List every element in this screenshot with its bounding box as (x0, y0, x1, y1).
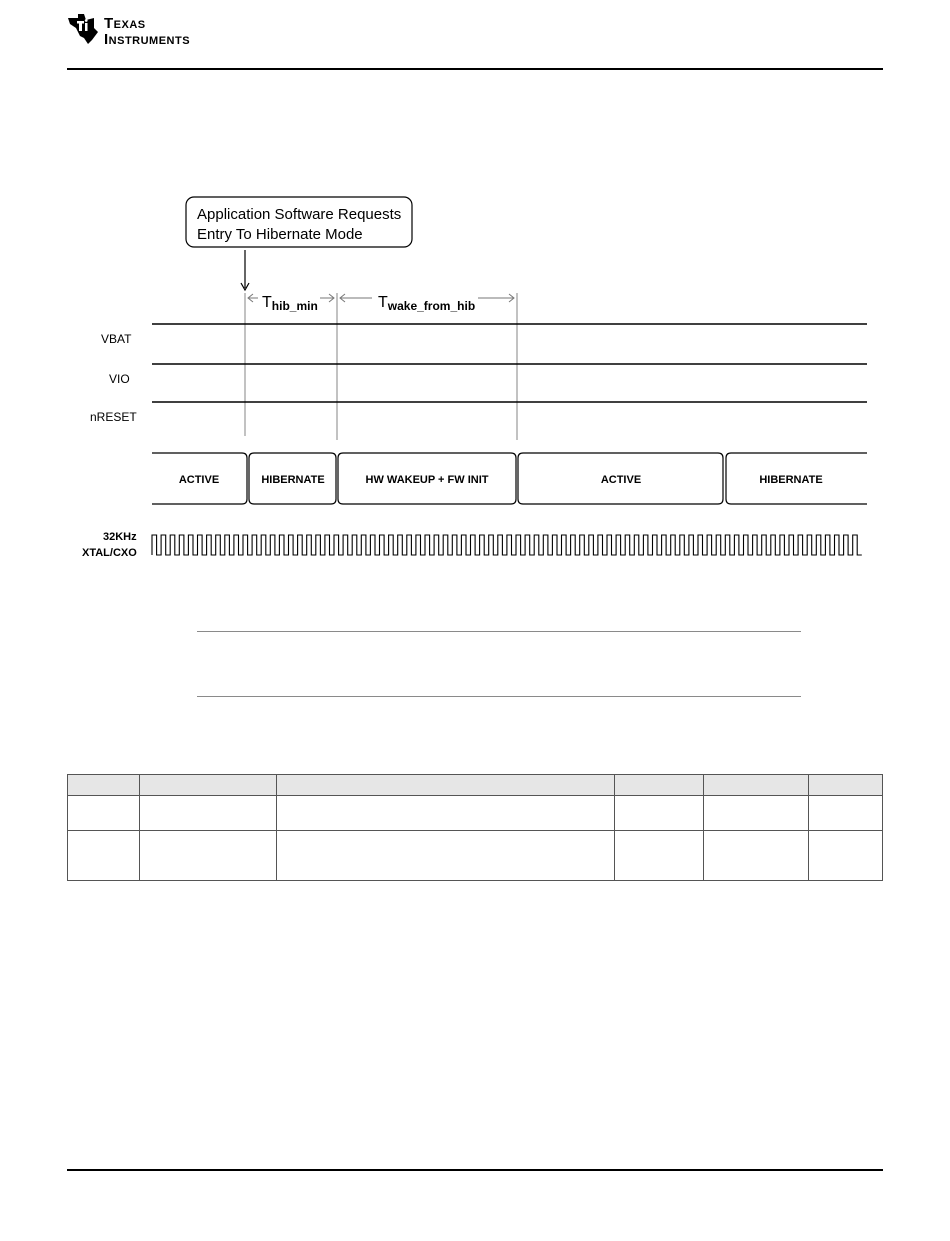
state-active-1: ACTIVE (178, 474, 220, 486)
table-cell (68, 796, 140, 831)
ti-logo (64, 6, 224, 48)
table-cell (809, 831, 883, 881)
t-hib-min-label: Thib_min (262, 294, 318, 313)
table-cell (809, 796, 883, 831)
table-cell (615, 796, 704, 831)
table-cell (140, 796, 277, 831)
table-header-row (68, 775, 883, 796)
timing-requirements-table (67, 774, 883, 881)
table-header-cell (277, 775, 615, 796)
ti-chip-logo-icon (68, 14, 98, 44)
table-cell (68, 831, 140, 881)
table-row (68, 796, 883, 831)
state-hibernate-1: HIBERNATE (261, 474, 325, 486)
header-rule (67, 68, 883, 70)
state-active-2: ACTIVE (600, 474, 642, 486)
table-cell (704, 831, 809, 881)
state-hibernate-2: HIBERNATE (759, 474, 823, 486)
table-cell (140, 831, 277, 881)
logo-line2: Instruments (104, 31, 191, 48)
table-header-cell (615, 775, 704, 796)
table-cell (704, 796, 809, 831)
table-row (68, 831, 883, 881)
footer-rule (67, 1169, 883, 1171)
caption-rule-bottom (197, 696, 801, 697)
clock-label-line2: XTAL/CXO (82, 547, 137, 559)
signal-lines (152, 324, 867, 402)
clock-label-line1: 32KHz (103, 531, 137, 543)
table-header-cell (140, 775, 277, 796)
callout-line1: Application Software Requests (197, 206, 402, 223)
table-cell (277, 831, 615, 881)
table-cell (615, 831, 704, 881)
signal-nreset: nRESET (90, 410, 137, 424)
signal-vbat: VBAT (101, 332, 132, 346)
caption-rule-top (197, 631, 801, 632)
state-wakeup-init: HW WAKEUP + FW INIT (365, 474, 489, 486)
clock-waveform (152, 535, 862, 555)
table-cell (277, 796, 615, 831)
table-header-cell (68, 775, 140, 796)
table-header-cell (704, 775, 809, 796)
t-wake-from-hib-label: Twake_from_hib (378, 294, 476, 313)
callout (186, 197, 412, 290)
vertical-markers (245, 293, 517, 440)
table-header-cell (809, 775, 883, 796)
signal-vio: VIO (109, 372, 130, 386)
callout-line2: Entry To Hibernate Mode (197, 226, 363, 243)
logo-line1: Texas (104, 15, 146, 32)
hibernate-timing-diagram (0, 190, 950, 570)
